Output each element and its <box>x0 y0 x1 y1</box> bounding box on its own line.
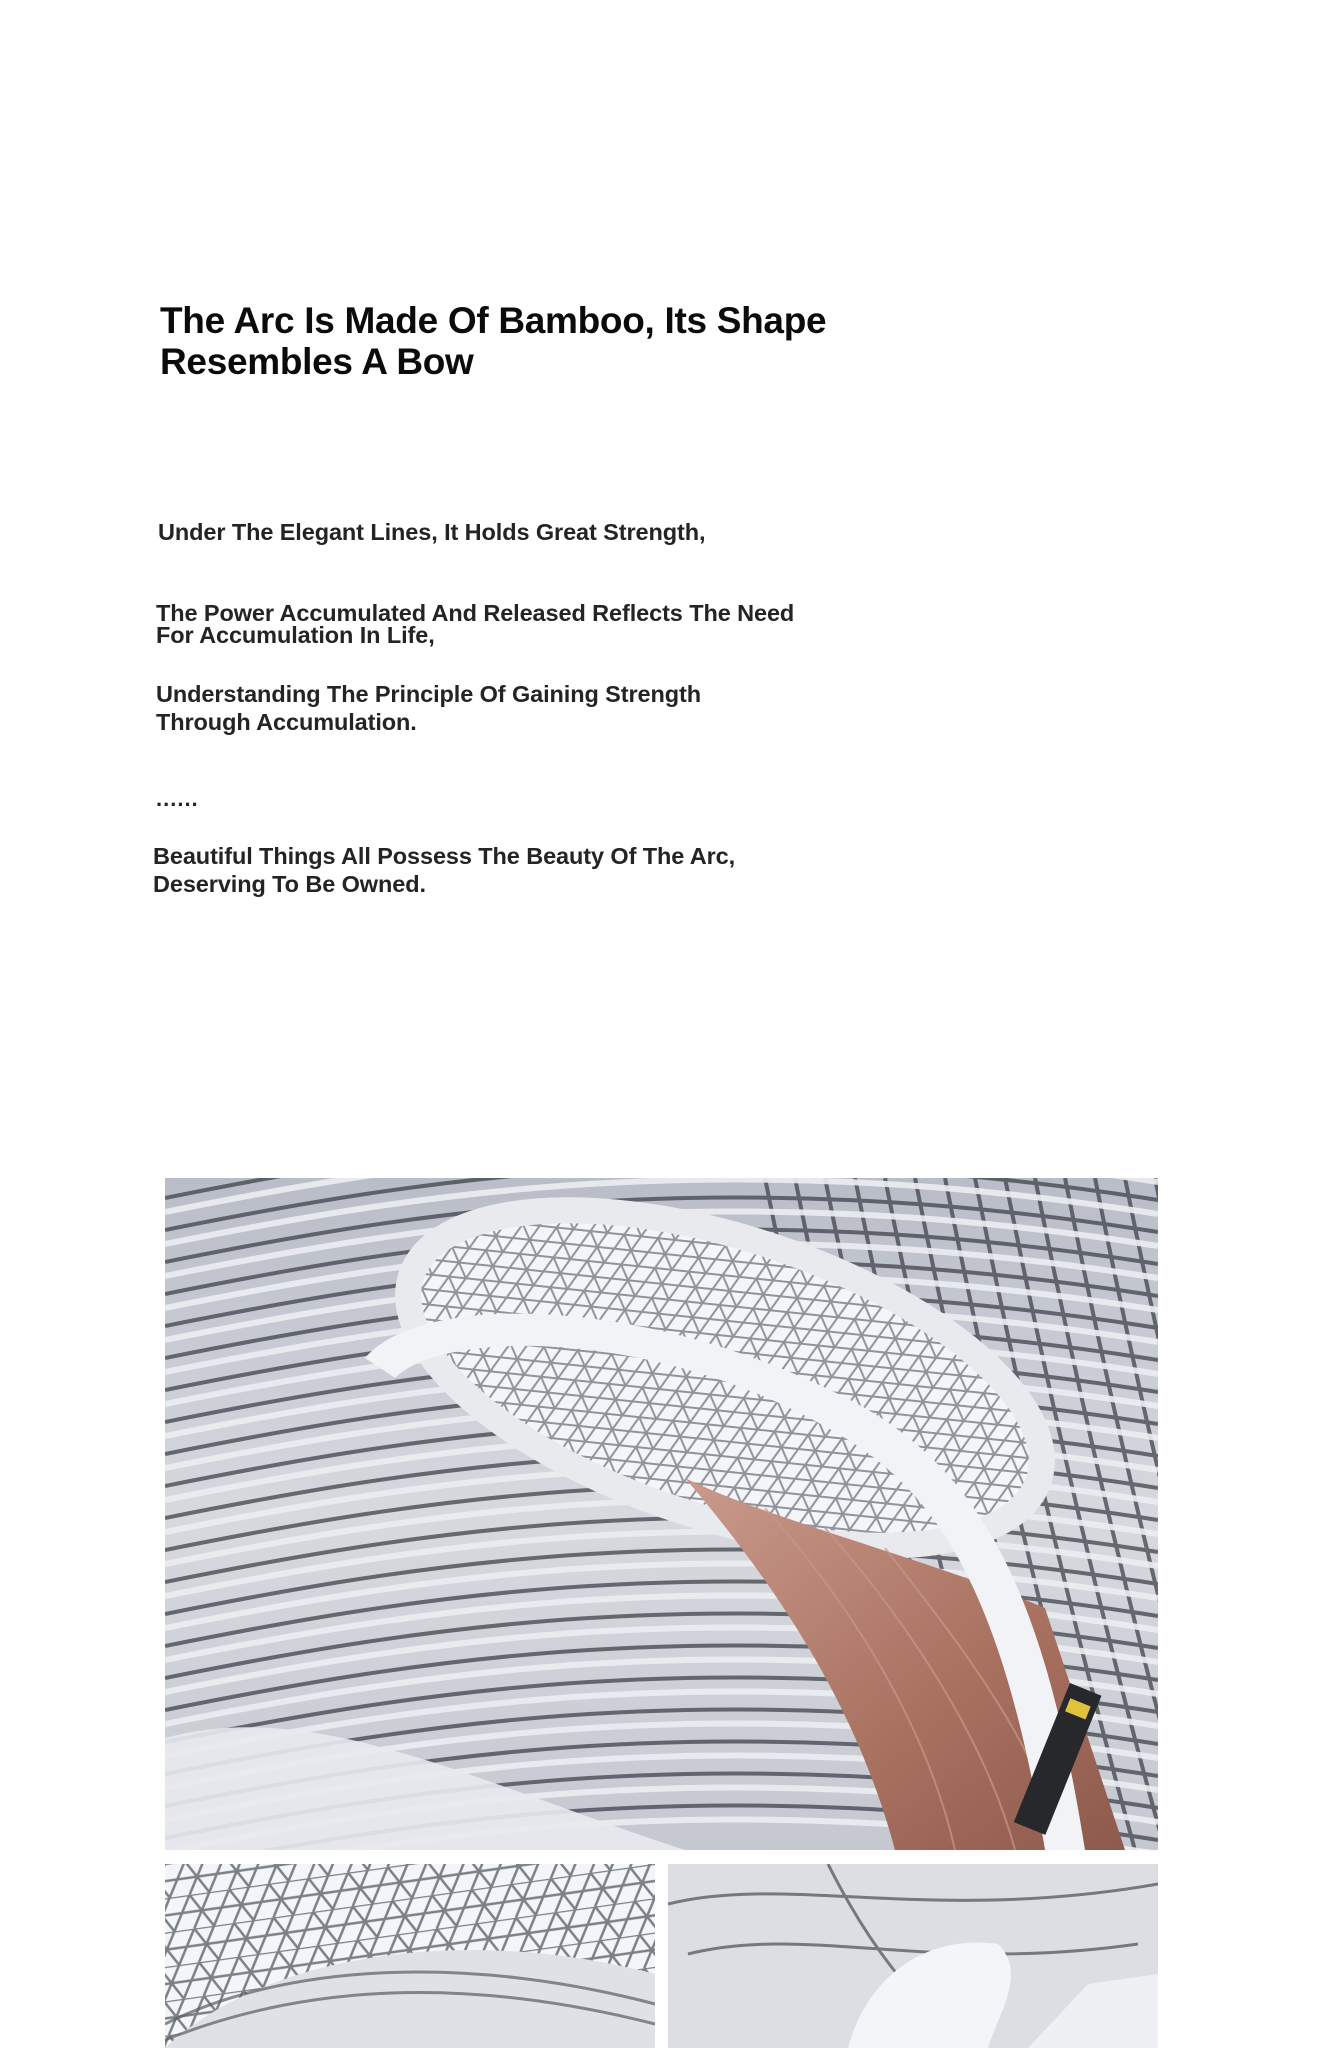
ellipsis-text: ...... <box>156 786 199 811</box>
body-line-accumulation: The Power Accumulated And Released Reflects The Need For Accumulation In Life, <box>156 600 795 648</box>
body-line-principle: Understanding The Principle Of Gaining Strength Through Accumulation. <box>156 681 701 735</box>
body-line-beauty: Beautiful Things All Possess The Beauty Of The Arc, Deserving To Be Owned. <box>153 843 736 897</box>
curved-ceiling-illustration <box>668 1864 1158 2048</box>
skylight-grid-illustration <box>165 1864 655 2048</box>
page-headline: The Arc Is Made Of Bamboo, Its Shape Resembles A Bow <box>160 300 827 382</box>
skylight-grid-photo <box>165 1864 655 2048</box>
ceiling-arc-illustration <box>165 1178 1158 1850</box>
body-line-strength: Under The Elegant Lines, It Holds Great Strength, <box>158 519 706 545</box>
ceiling-arc-photo <box>165 1178 1158 1850</box>
curved-ceiling-photo <box>668 1864 1158 2048</box>
